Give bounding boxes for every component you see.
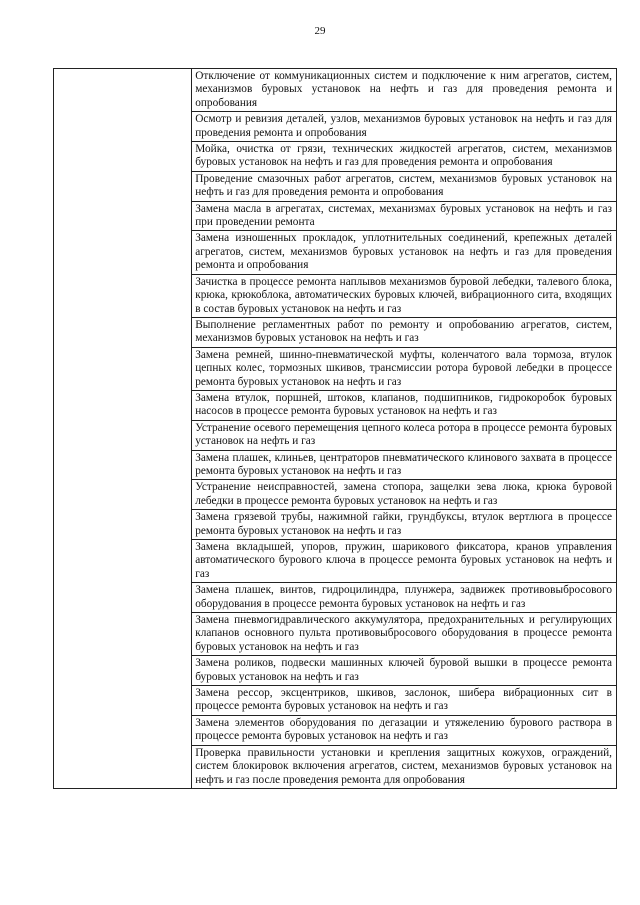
task-text: Замена плашек, винтов, гидроцилиндра, плунжера, задвижек противовыбросового оборудования в процессе ремонта буровых установок на нефть и газ [195, 584, 612, 610]
task-text: Выполнение регламентных работ по ремонту и опробованию агрегатов, систем, механизмов буровых установок на нефть и газ [195, 318, 612, 345]
task-cell [192, 274, 617, 317]
task-text: Устранение осевого перемещения цепного колеса ротора в процессе ремонта буровых установок на нефть и газ [195, 421, 612, 448]
task-text: Проверка правильности установки и крепления защитных кожухов, ограждений, систем блокировок включения агрегатов, систем, механизмов буровых установок на нефть и газ после проведения ремонта для опробования [195, 746, 612, 786]
task-cell [192, 317, 617, 347]
labor-functions-table [53, 68, 617, 789]
table-row [54, 69, 617, 112]
task-cell [192, 201, 617, 231]
task-text: Замена пневмогидравлического аккумулятора, предохранительных и регулирующих клапанов основного пульта противовыбросового оборудования в процессе ремонта буровых установок на нефть и газ [195, 614, 612, 653]
task-cell [192, 231, 617, 274]
task-text: Зачистка в процессе ремонта наплывов механизмов буровой лебедки, талевого блока, крюка, крюкоблока, автоматических буровых ключей, вибрационного сита, входящих в состав буровых установок на нефть и газ [195, 275, 612, 315]
task-cell [192, 480, 617, 510]
task-text: Устранение неисправностей, замена стопора, защелки зева люка, крюка буровой лебедки в процессе ремонта буровых установок на нефть и газ [195, 481, 612, 507]
task-text: Замена роликов, подвески машинных ключей буровой вышки в процессе ремонта буровых установок на нефть и газ [195, 657, 612, 683]
task-cell [192, 450, 617, 480]
task-cell [192, 613, 617, 656]
task-cell [192, 686, 617, 716]
task-text: Замена грязевой трубы, нажимной гайки, грундбуксы, втулок вертлюга в процессе ремонта буровых установок на нефть и газ [195, 511, 612, 537]
task-text: Замена масла в агрегатах, системах, механизмах буровых установок на нефть и газ при проведении ремонта [195, 202, 612, 229]
task-cell [192, 656, 617, 686]
task-text: Отключение от коммуникационных систем и подключение к ним агрегатов, систем, механизмов буровых установок на нефть и газ для проведения ремонта и опробования [195, 70, 612, 109]
labor-action-label-cell [54, 69, 192, 789]
task-text: Мойка, очистка от грязи, технических жидкостей агрегатов, систем, механизмов буровых установок на нефть и газ для проведения ремонта и опробования [195, 143, 612, 169]
task-cell [192, 347, 617, 390]
task-text: Осмотр и ревизия деталей, узлов, механизмов буровых установок на нефть и газ для проведения ремонта и опробования [195, 113, 612, 139]
task-text: Замена плашек, клиньев, центраторов пневматического клинового захвата в процессе ремонта буровых установок на нефть и газ [195, 451, 612, 477]
page-number: 29 [314, 25, 326, 37]
task-cell [192, 715, 617, 745]
task-cell [192, 540, 617, 583]
task-cell [192, 112, 617, 142]
task-text: Замена втулок, поршней, штоков, клапанов, подшипников, гидрокоробок буровых насосов в процессе ремонта буровых установок на нефть и газ [195, 391, 612, 418]
task-cell [192, 420, 617, 450]
task-text: Замена изношенных прокладок, уплотнительных соединений, крепежных деталей агрегатов, систем, механизмов буровых установок на нефть и газ для проведения ремонта и опробования [195, 232, 612, 272]
task-text: Проведение смазочных работ агрегатов, систем, механизмов буровых установок на нефть и газ для проведения ремонта и опробования [195, 172, 612, 199]
task-cell [192, 583, 617, 613]
task-cell [192, 69, 617, 112]
task-cell [192, 510, 617, 540]
task-text: Замена элементов оборудования по дегазации и утяжелению бурового раствора в процессе ремонта буровых установок на нефть и газ [195, 716, 612, 743]
task-text: Замена ремней, шинно-пневматической муфты, коленчатого вала тормоза, втулок цепных колес, тормозных шкивов, трансмиссии ротора буровой лебедки в процессе ремонта буровых установок на нефть и газ [195, 348, 612, 388]
table-body [54, 69, 617, 789]
task-text: Замена рессор, эксцентриков, шкивов, заслонок, шибера вибрационных сит в процессе ремонта буровых установок на нефть и газ [195, 687, 612, 713]
task-cell [192, 142, 617, 172]
task-cell [192, 745, 617, 788]
task-text: Замена вкладышей, упоров, пружин, шарикового фиксатора, кранов управления автоматического бурового ключа в процессе ремонта буровых установок на нефть и газ [195, 541, 612, 580]
task-cell [192, 171, 617, 201]
task-cell [192, 390, 617, 420]
